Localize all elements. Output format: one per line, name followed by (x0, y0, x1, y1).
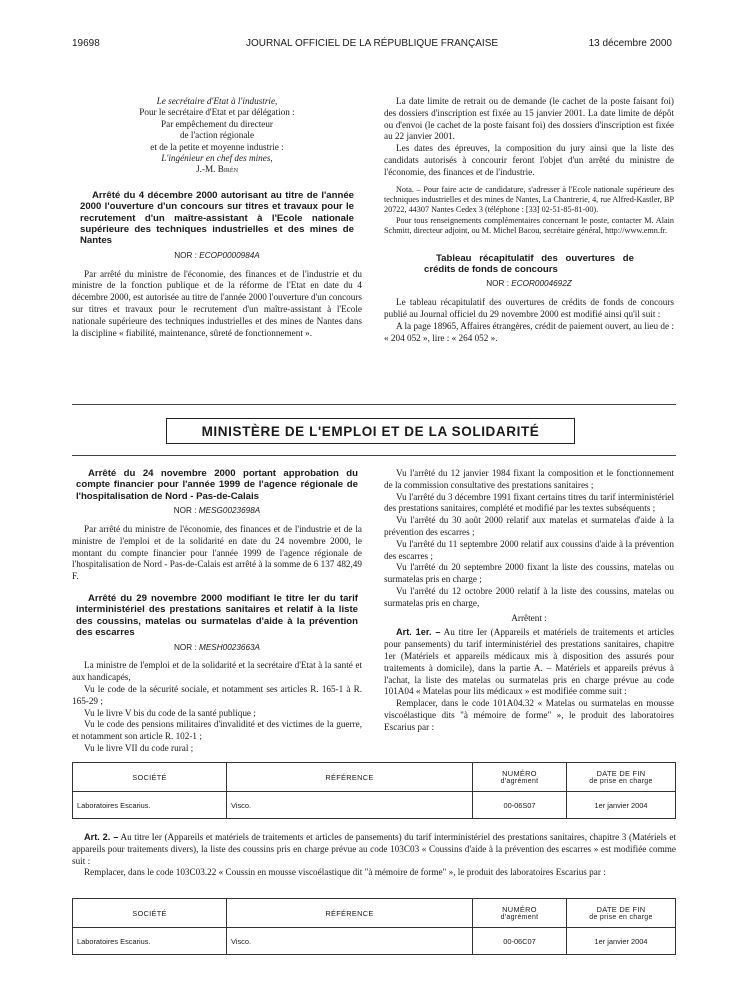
column-header: DATE DE FIN de prise en charge (567, 899, 676, 928)
ministry-banner (166, 418, 575, 444)
arrete-body: Par arrêté du ministre de l'économie, des finances et de l'industrie et du ministre de la fonction publique et de la réforme de l'Etat en date du 4 décembre 2000, est autorisée au titre de l'année 2000 l'ouverture d'un concours sur titres et travaux pour le recrutement d'un maître-assistant à l'Ecole nationale supérieure des techniques industrielles et des mines de Nantes dans la discipline « fiabilité, maintenance, sûreté de fonctionnement ». (72, 268, 362, 338)
signatory-name: J.-M. Birén (196, 164, 238, 175)
signature-line: Le secrétaire d'Etat à l'industrie, (156, 96, 278, 106)
tableau-title: Tableau récapitulatif des ouvertures de crédits de fonds de concours (424, 252, 634, 276)
nota-paragraph: Nota. – Pour faire acte de candidature, s'adresser à l'Ecole nationale supérieure des techniques industrielles et des mines de Nantes, La Chantrerie, 4, rue Alfred-Kastler, BP 20722, 44307 Nantes Cedex 3 (téléphone : [33] 02-51-85-81-00). (384, 184, 674, 215)
column-header: SOCIÉTÉ (73, 899, 227, 928)
table-cell: Laboratoires Escarius. (73, 792, 227, 819)
arrete-title: Arrêté du 29 novembre 2000 modifiant le titre Ier du tarif interministériel des prestations sanitaires et relatif à la liste des coussins, matelas ou surmatelas d'aide à la prévention des escarres (76, 593, 358, 639)
table-header-row (73, 899, 676, 928)
nor-code: ECOP0000984A (199, 250, 260, 260)
table-cell: Laboratoires Escarius. (73, 928, 227, 955)
nor-code: MESH0023663A (199, 642, 261, 652)
signature-block (72, 96, 362, 176)
right-bottom-column (384, 468, 674, 734)
paragraph: Vu l'arrêté du 3 décembre 1991 fixant certains titres du tarif interministériel des prestations sanitaires, complété et modifié par les textes subséquents ; (384, 491, 674, 514)
product-table (72, 898, 676, 955)
article-2: Art. 2. – Au titre Ier (Appareils et matériels de traitements et articles de pansements) du tarif interministériel des prestations sanitaires, chapitre 3 (Matériels et appareils pour traitements divers), la liste des coussins pris en charge prévue au code 103C03 « Coussins d'aide à la prévention des escarres » est modifiée comme suit : (72, 832, 676, 866)
column-header: SOCIÉTÉ (73, 763, 227, 792)
paragraph: La ministre de l'emploi et de la solidarité et la secrétaire d'Etat à la santé et aux handicapés, (72, 660, 362, 683)
ministry-title: MINISTÈRE DE L'EMPLOI ET DE LA SOLIDARITÉ (201, 423, 540, 439)
product-table (72, 762, 676, 819)
column-header: NUMÉRO d'agrément (473, 899, 567, 928)
signature-line: Pour le secrétaire d'Etat et par délégation : (139, 107, 295, 118)
article-label: Art. 1er. – (396, 627, 441, 638)
paragraph: A la page 18965, Affaires étrangères, crédit de paiement ouvert, au lieu de : « 204 052 », lire : « 264 052 ». (384, 320, 674, 343)
nor-reference: NOR : MESG0023698A (173, 506, 261, 516)
article-2-block (72, 832, 676, 879)
issue-date: 13 décembre 2000 (588, 38, 672, 49)
paragraph: Vu le code des pensions militaires d'invalidité et des victimes de la guerre, et notamment son article R. 102-1 ; (72, 719, 362, 742)
table-cell: 00-06C07 (473, 928, 567, 955)
contact-paragraph: Pour tous renseignements complémentaires concernant le poste, contacter M. Alain Schmitt, directeur adjoint, ou M. Michel Bacou, secrétaire général, http://www.emn.fr. (384, 215, 674, 236)
paragraph: Vu le livre V bis du code de la santé publique ; (84, 707, 256, 718)
column-header: RÉFÉRENCE (227, 899, 473, 928)
paragraph: Le tableau récapitulatif des ouvertures de crédits de fonds de concours publié au Journal officiel du 29 novembre 2000 est modifié ainsi qu'il suit : (384, 297, 674, 320)
separator-rule (72, 455, 676, 456)
table-cell: 00-06S07 (473, 792, 567, 819)
left-bottom-column (72, 468, 362, 755)
paragraph: Remplacer, dans le code 103C03.22 « Coussin en mousse viscoélastique dit "à mémoire de forme" », le produit des laboratoires Escarius par : (84, 867, 606, 878)
table-row (73, 792, 676, 819)
signature-line: L'ingénieur en chef des mines, (161, 153, 273, 164)
article-label: Art. 2. – (84, 832, 119, 842)
paragraph: Vu le code de la sécurité sociale, et notamment ses articles R. 165-1 à R. 165-29 ; (72, 684, 362, 706)
nor-reference: NOR : ECOP0000984A (174, 250, 260, 260)
paragraph: Vu le livre VII du code rural ; (84, 743, 194, 753)
table-cell: Visco. (227, 928, 473, 955)
page-header (72, 38, 672, 54)
article-1: Art. 1er. – Au titre Ier (Appareils et matériels de traitements et articles pour pansements) du tarif interministériel des prestations sanitaires, chapitre 1er (Matériels et appareils médicaux mis à disposition des assurés pour traitements à domicile), dans la partie A. – Matériels et appareils prévus à l'achat, la liste des matelas ou surmatelas pris en charge prévue au code 101A04 « Matelas pour lits médicaux » est modifiée comme suit : (384, 627, 674, 697)
nor-reference: NOR : MESH0023663A (173, 642, 261, 652)
paragraph: Les dates des épreuves, la composition du jury ainsi que la liste des candidats autorisés à concourir feront l'objet d'un arrêté du ministre de l'économie, des finances et de l'industrie. (384, 143, 674, 177)
arrete-body: Par arrêté du ministre de l'économie, des finances et de l'industrie et de la ministre de l'emploi et de la solidarité en date du 24 novembre 2000, le montant du compte financier pour l'année 1999 de l'agence régionale de l'hospitalisation de Nord - Pas-de-Calais est arrêté à la somme de 6 137 482,49 F. (72, 524, 362, 582)
nor-code: MESG0023698A (198, 506, 261, 516)
column-header: RÉFÉRENCE (227, 763, 473, 792)
paragraph: Vu l'arrêté du 20 septembre 2000 fixant la liste des coussins, matelas ou surmatelas pris en charge ; (384, 562, 674, 585)
right-top-column (384, 96, 674, 344)
paragraph: Remplacer, dans le code 101A04.32 « Matelas ou surmatelas en mousse viscoélastique dits "à mémoire de forme" », le produit des laboratoires Escarius par : (384, 698, 674, 732)
paragraph: Vu l'arrêté du 12 janvier 1984 fixant la composition et le fonctionnement de la commission consultative des prestations sanitaires ; (384, 468, 674, 490)
paragraph: Vu l'arrêté du 30 août 2000 relatif aux matelas et surmatelas d'aide à la prévention des escarres ; (384, 515, 674, 537)
table-row (73, 928, 676, 955)
column-header: DATE DE FIN de prise en charge (567, 763, 676, 792)
arretent-line: Arrêtent : (511, 612, 547, 623)
signature-line: Par empêchement du directeur (161, 118, 273, 129)
table-cell: 1er janvier 2004 (567, 792, 676, 819)
signature-line: de l'action régionale (179, 130, 255, 141)
left-top-column (72, 96, 362, 339)
table-cell: Visco. (227, 792, 473, 819)
arrete-title: Arrêté du 4 décembre 2000 autorisant au titre de l'année 2000 l'ouverture d'un concours sur titres et travaux pour le recrutement d'un maître-assistant à l'Ecole nationale supérieure des techniques industrielles et des mines de Nantes (80, 189, 354, 247)
paragraph: La date limite de retrait ou de demande (le cachet de la poste faisant foi) des dossiers d'inscription est fixée au 15 janvier 2001. La date limite de dépôt ou d'envoi (le cachet de la poste faisant foi) des dossiers d'inscription est fixée au 22 janvier 2001. (384, 96, 674, 142)
arrete-title: Arrêté du 24 novembre 2000 portant approbation du compte financier pour l'année 1999 de l'agence régionale de l'hospitalisation de Nord - Pas-de-Calais (76, 468, 358, 502)
page-number: 19698 (72, 38, 100, 49)
nor-reference: NOR : ECOR0004692Z (486, 279, 572, 289)
nor-code: ECOR0004692Z (511, 279, 572, 289)
table-header-row (73, 763, 676, 792)
journal-title: JOURNAL OFFICIEL DE LA RÉPUBLIQUE FRANÇAISE (245, 38, 499, 49)
signature-line: et de la petite et moyenne industrie : (150, 141, 284, 152)
table-cell: 1er janvier 2004 (567, 928, 676, 955)
separator-rule (72, 404, 676, 405)
paragraph: Vu l'arrêté du 12 octobre 2000 relatif à la liste des coussins, matelas ou surmatelas pris en charge, (384, 585, 674, 608)
column-header: NUMÉRO d'agrément (473, 763, 567, 792)
paragraph: Vu l'arrêté du 11 septembre 2000 relatif aux coussins d'aide à la prévention des escarres ; (384, 538, 674, 561)
